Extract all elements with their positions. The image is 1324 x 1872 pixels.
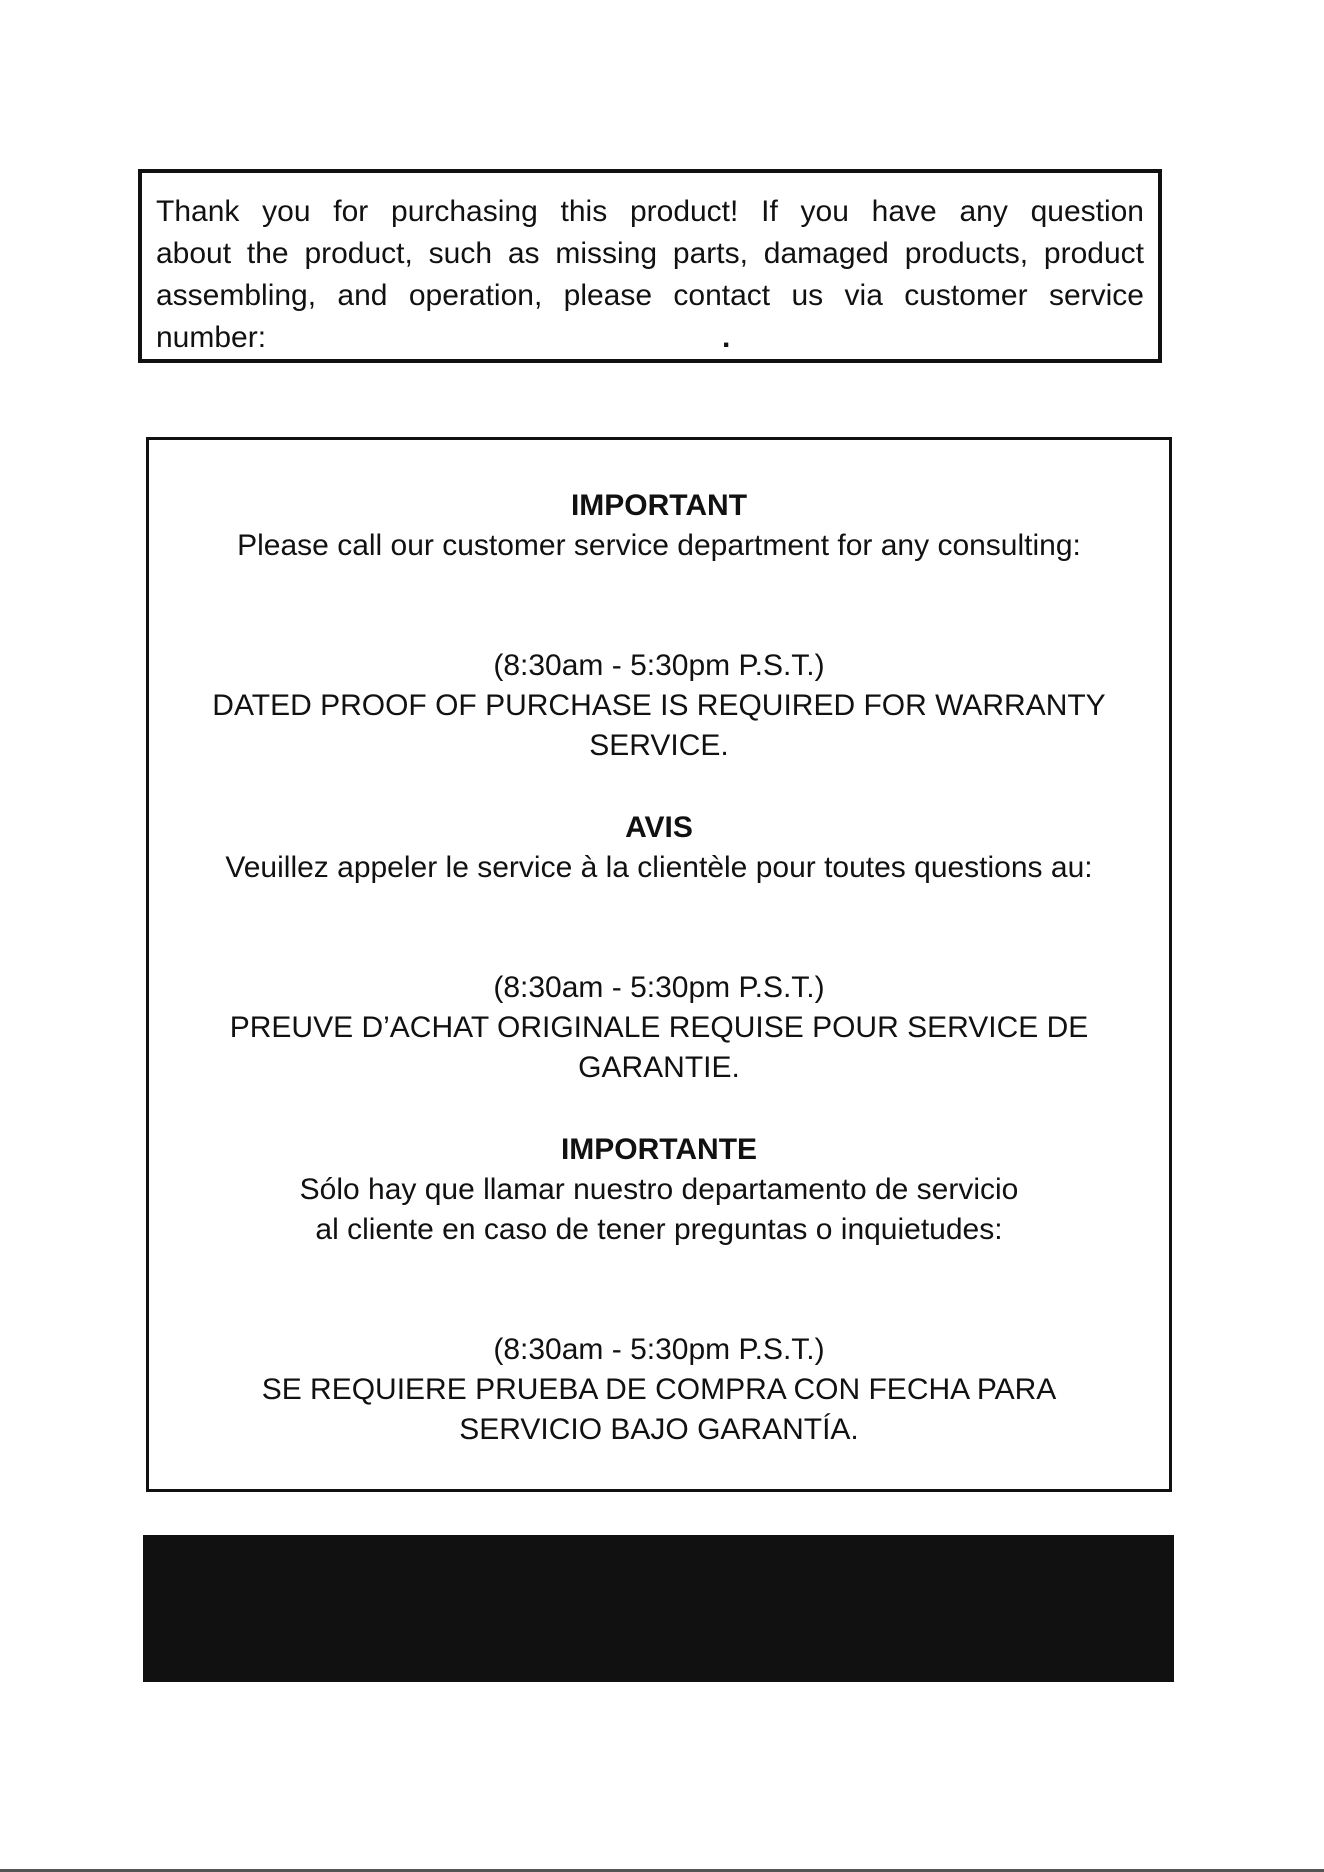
french-heading: AVIS bbox=[625, 811, 693, 844]
spanish-warranty-line-1: SE REQUIERE PRUEBA DE COMPRA CON FECHA PARA bbox=[261, 1373, 1057, 1406]
thanks-line-2: about the product, such as missing parts, damaged products, product bbox=[156, 237, 1144, 270]
important-notice-box bbox=[146, 437, 1172, 1492]
english-warranty-line-1: DATED PROOF OF PURCHASE IS REQUIRED FOR WARRANTY bbox=[212, 689, 1106, 722]
spanish-phone-gap bbox=[149, 1250, 1169, 1330]
thanks-line-3: assembling, and operation, please contact us via customer service bbox=[156, 279, 1144, 312]
spanish-heading: IMPORTANTE bbox=[560, 1133, 758, 1166]
english-heading: IMPORTANT bbox=[570, 489, 748, 522]
english-hours: (8:30am - 5:30pm P.S.T.) bbox=[493, 649, 825, 682]
spanish-intro-line-1: Sólo hay que llamar nuestro departamento de servicio bbox=[299, 1173, 1019, 1206]
french-hours: (8:30am - 5:30pm P.S.T.) bbox=[493, 971, 825, 1004]
french-warranty-line-1: PREUVE D’ACHAT ORIGINALE REQUISE POUR SERVICE DE bbox=[229, 1011, 1089, 1044]
english-warranty-line-2: SERVICE. bbox=[589, 729, 729, 762]
french-section bbox=[149, 808, 1169, 1088]
customer-service-number-row bbox=[156, 317, 1144, 359]
number-end-period: . bbox=[722, 321, 731, 354]
french-phone-gap bbox=[149, 888, 1169, 968]
spanish-hours: (8:30am - 5:30pm P.S.T.) bbox=[493, 1333, 825, 1366]
english-section bbox=[149, 486, 1169, 766]
english-phone-gap bbox=[149, 566, 1169, 646]
thanks-line-1: Thank you for purchasing this product! If you have any question bbox=[156, 195, 1144, 228]
thank-you-notice-box bbox=[138, 169, 1162, 363]
spanish-warranty-line-2: SERVICIO BAJO GARANTÍA. bbox=[459, 1413, 859, 1446]
english-intro: Please call our customer service department for any consulting: bbox=[237, 529, 1081, 562]
spanish-section bbox=[149, 1130, 1169, 1450]
french-intro: Veuillez appeler le service à la clientèle pour toutes questions au: bbox=[225, 851, 1093, 884]
french-warranty-line-2: GARANTIE. bbox=[578, 1051, 740, 1084]
black-footer-bar bbox=[143, 1535, 1174, 1682]
spanish-intro-line-2: al cliente en caso de tener preguntas o inquietudes: bbox=[315, 1213, 1003, 1246]
number-label: number: bbox=[156, 321, 267, 354]
